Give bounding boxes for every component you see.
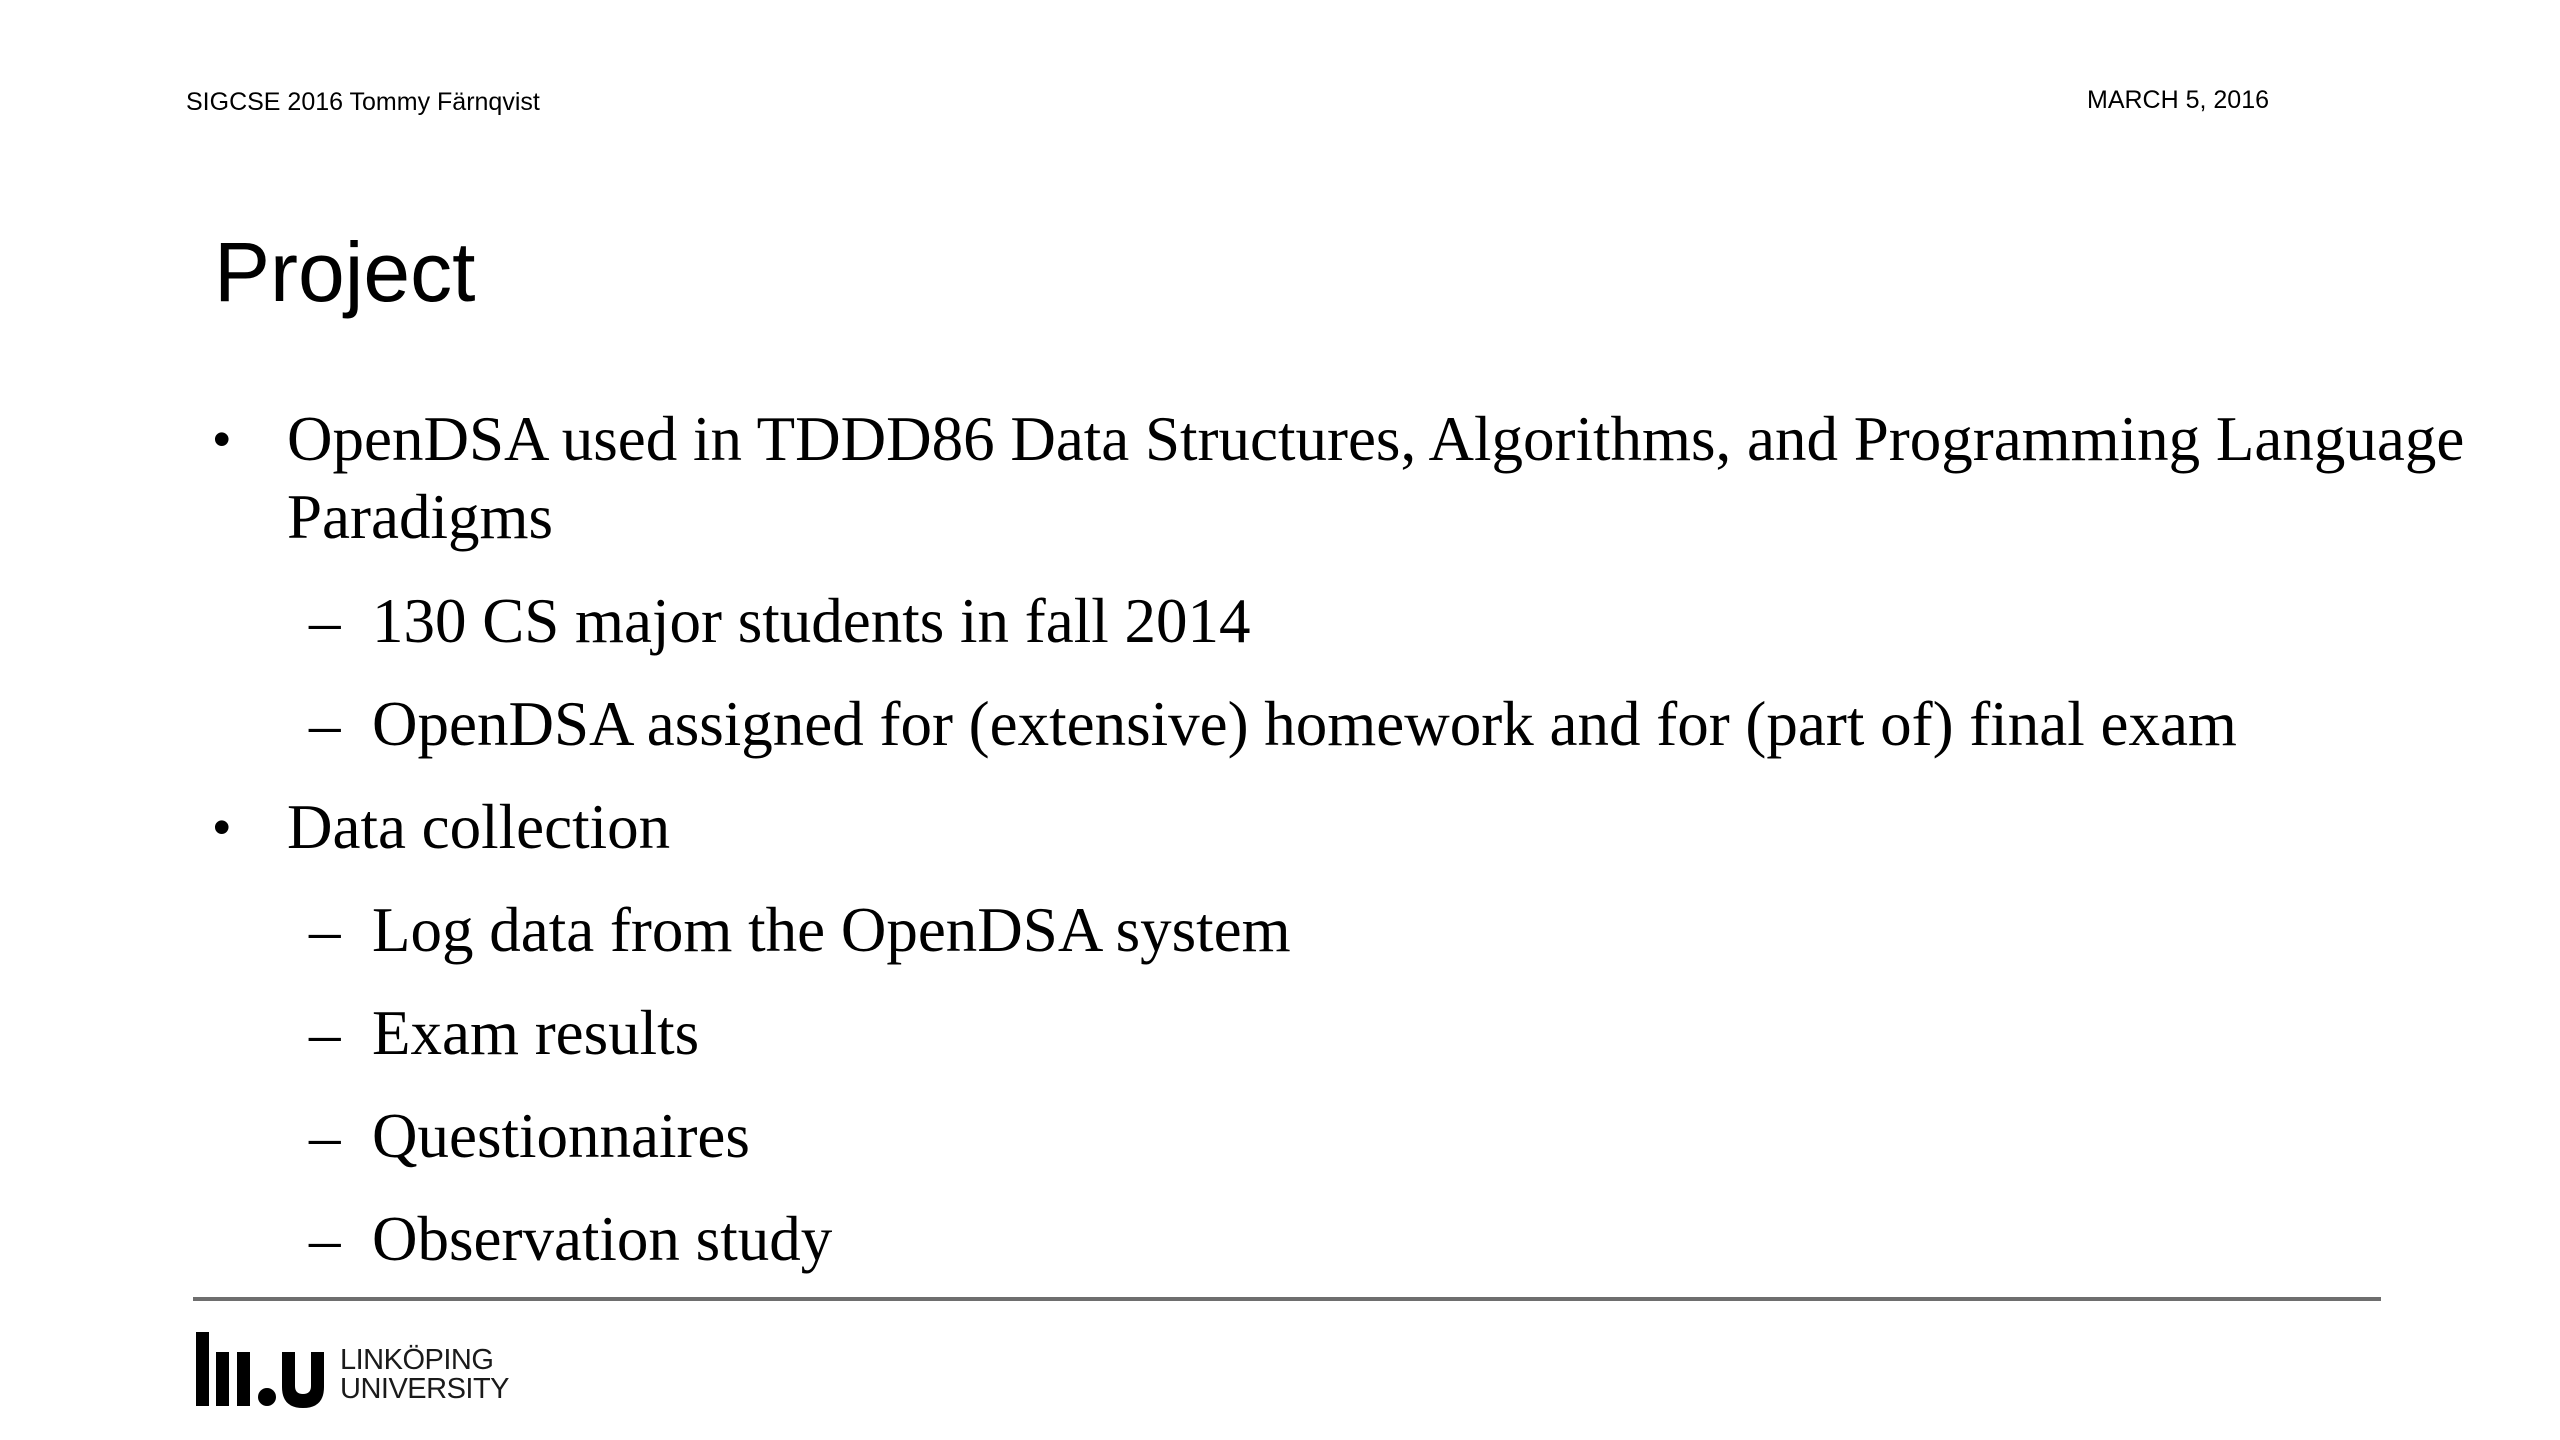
sub-bullet-text: 130 CS major students in fall 2014 [372,586,1251,656]
logo-line-1: LINKÖPING [340,1344,494,1376]
bullet-text: Data collection [287,792,671,862]
dash-marker: – [309,689,341,759]
dash-marker: – [309,586,341,656]
dash-marker: – [309,1204,341,1274]
sub-bullet-text: OpenDSA assigned for (extensive) homework and for (part of) final exam [372,689,2237,759]
sub-bullet-item [309,582,1251,660]
sub-bullet-item [309,1200,833,1278]
slide-title: Project [214,225,476,319]
dash-marker: – [309,998,341,1068]
liu-logo-mark-icon [194,1330,334,1412]
bullet-item [213,788,2497,866]
bullet-marker: • [213,411,231,467]
sub-bullet-item [309,891,1291,969]
dash-marker: – [309,895,341,965]
logo-line-2: UNIVERSITY [340,1373,510,1405]
sub-bullet-text: Questionnaires [372,1101,750,1171]
sub-bullet-text: Observation study [372,1204,833,1274]
sub-bullet-item [309,685,2237,763]
logo-wordmark [340,1346,509,1404]
sub-bullet-item [309,994,700,1072]
liu-logo [194,1330,510,1412]
bullet-marker: • [213,799,231,855]
sub-bullet-text: Exam results [372,998,700,1068]
bullet-item [213,400,2497,556]
header-date: MARCH 5, 2016 [2087,86,2270,114]
dash-marker: – [309,1101,341,1171]
bullet-text: OpenDSA used in TDDD86 Data Structures, Algorithms, and Programming Language Paradigms [287,404,2465,552]
sub-bullet-item [309,1097,750,1175]
footer-divider [193,1297,2381,1301]
header-presenter: SIGCSE 2016 Tommy Färnqvist [186,88,540,116]
sub-bullet-text: Log data from the OpenDSA system [372,895,1291,965]
